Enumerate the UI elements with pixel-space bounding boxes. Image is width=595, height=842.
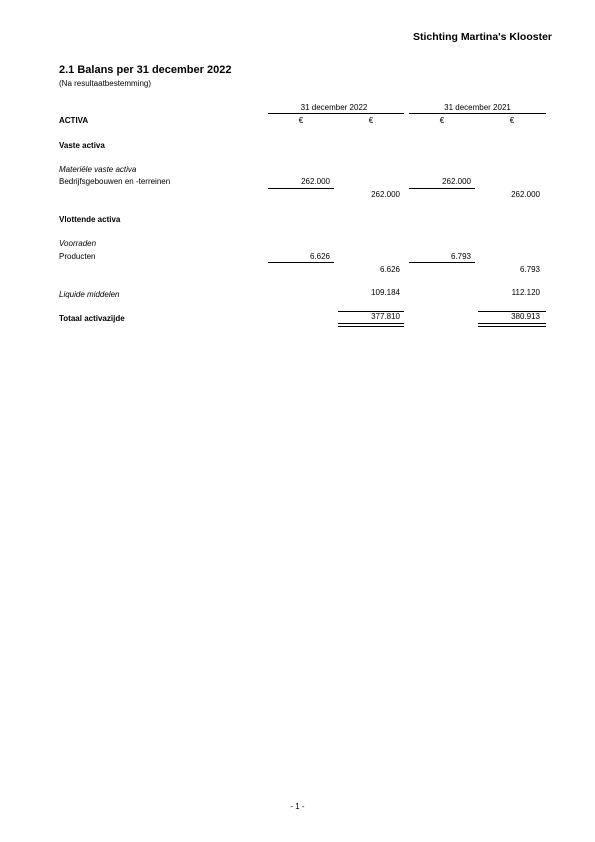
bedrijfsgebouwen-label: Bedrijfsgebouwen en -terreinen (59, 177, 171, 186)
totaal-activazijde-current: 377.810 (371, 312, 400, 321)
subtotal-rule (409, 262, 475, 263)
liquide-middelen-current: 109.184 (371, 288, 400, 297)
organization-name: Stichting Martina's Klooster (412, 31, 552, 43)
materiele-vaste-activa-subheading: Materiële vaste activa (59, 165, 137, 174)
vlottende-activa-heading: Vlottende activa (59, 215, 121, 224)
activa-label: ACTIVA (59, 116, 89, 125)
totaal-activazijde-label: Totaal activazijde (59, 314, 125, 323)
column-header-current: 31 december 2022 (300, 103, 368, 112)
vaste-activa-total-previous: 262.000 (511, 190, 540, 199)
section-title: 2.1 Balans per 31 december 2022 (59, 64, 232, 76)
section-subtitle: (Na resultaatbestemming) (59, 79, 152, 88)
liquide-middelen-label: Liquide middelen (59, 290, 120, 299)
currency-symbol: € (368, 116, 374, 125)
vaste-activa-total-current: 262.000 (371, 190, 400, 199)
totaal-activazijde-previous: 380.913 (511, 312, 540, 321)
currency-symbol: € (439, 116, 445, 125)
vaste-activa-heading: Vaste activa (59, 141, 105, 150)
subtotal-rule (268, 188, 334, 189)
voorraden-total-previous: 6.793 (519, 265, 540, 274)
voorraden-total-current: 6.626 (379, 265, 400, 274)
producten-previous: 6.793 (450, 252, 471, 261)
grand-total-double-rule (478, 323, 546, 327)
currency-symbol: € (509, 116, 515, 125)
producten-label: Producten (59, 252, 96, 261)
voorraden-subheading: Voorraden (59, 239, 97, 248)
currency-symbol: € (298, 116, 304, 125)
column-header-previous: 31 december 2021 (444, 103, 511, 112)
grand-total-double-rule (338, 323, 404, 327)
subtotal-rule (409, 188, 475, 189)
producten-current: 6.626 (309, 252, 330, 261)
page-number: - 1 - (290, 802, 305, 811)
liquide-middelen-previous: 112.120 (511, 288, 540, 297)
header-rule-previous (409, 113, 546, 114)
bedrijfsgebouwen-previous: 262.000 (442, 177, 471, 186)
subtotal-rule (268, 262, 334, 263)
bedrijfsgebouwen-current: 262.000 (301, 177, 330, 186)
header-rule-current (268, 113, 404, 114)
